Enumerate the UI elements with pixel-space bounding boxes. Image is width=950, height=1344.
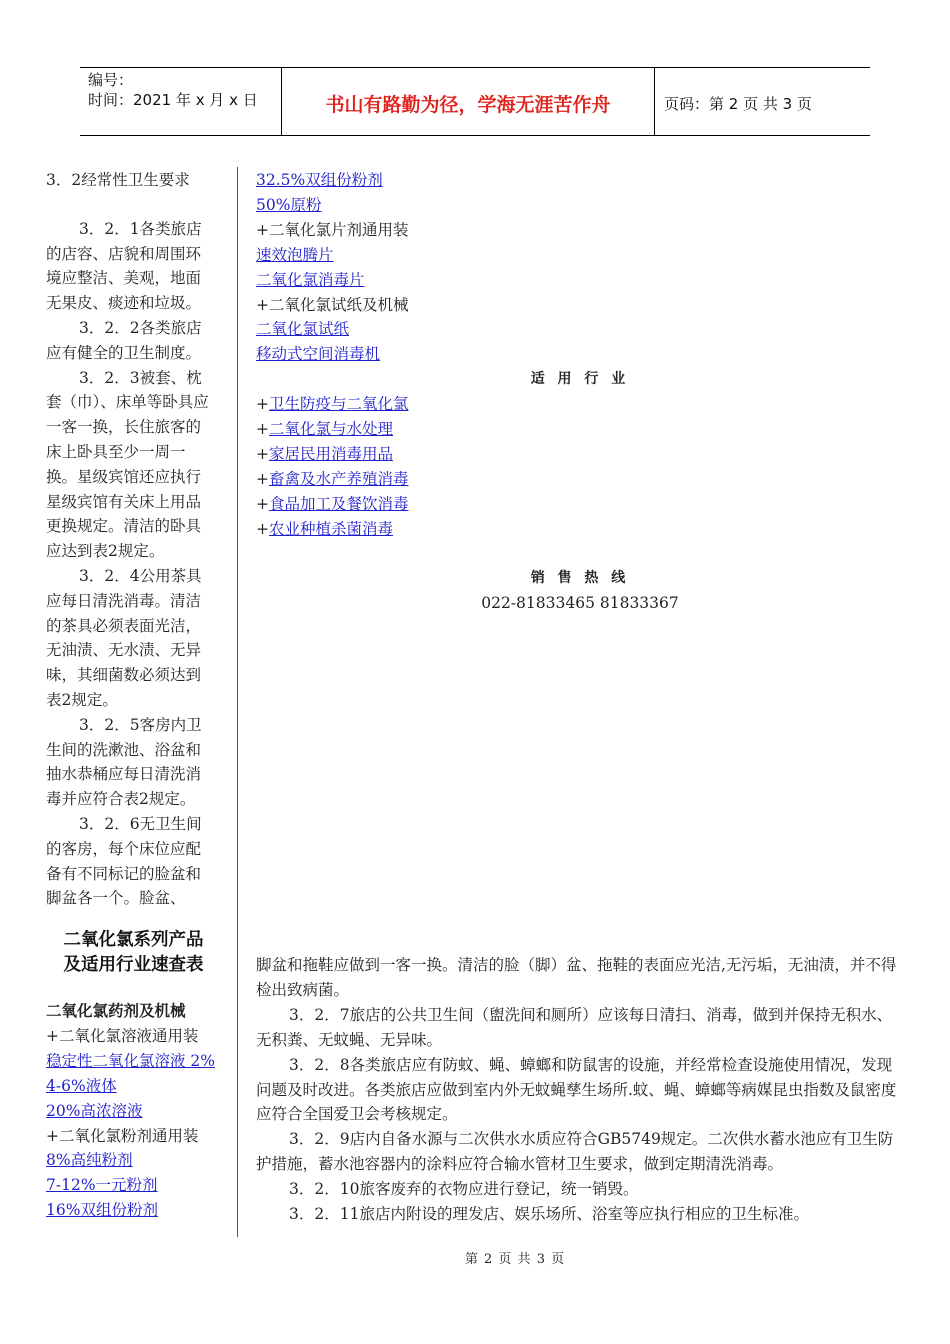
product-category: +二氧化氯粉剂通用装 <box>46 1126 199 1145</box>
clause-paragraph: 3．2．7旅店的公共卫生间（盥洗间和厕所）应该每日清扫、消毒，做到并保持无积水、无积粪、无蚊蝇、无异味。 <box>256 1005 893 1049</box>
doc-number-label: 编号： <box>88 71 134 89</box>
industry-item: +家居民用消毒用品 <box>256 444 394 463</box>
clause-paragraph: 3．2．11旅店内附设的理发店、娱乐场所、浴室等应执行相应的卫生标准。 <box>289 1205 809 1224</box>
industry-link[interactable]: 卫生防疫与二氧化氯 <box>269 395 409 414</box>
header-bottom-rule <box>80 135 870 136</box>
spacer <box>256 542 896 567</box>
header-page-info: 页码：第 2 页 共 3 页 <box>664 95 812 113</box>
industry-item: +食品加工及餐饮消毒 <box>256 494 409 513</box>
clause-paragraph: 3．2．2各类旅店应有健全的卫生制度。 <box>46 318 202 362</box>
column-divider <box>237 167 238 1237</box>
product-list-continued <box>256 168 896 616</box>
industry-item: +农业种植杀菌消毒 <box>256 519 394 538</box>
industry-link[interactable]: 畜禽及水产养殖消毒 <box>269 469 409 488</box>
industry-item: +畜禽及水产养殖消毒 <box>256 469 409 488</box>
product-link[interactable]: 二氧化氯消毒片 <box>256 270 365 289</box>
product-category: +二氧化氯溶液通用装 <box>46 1026 199 1045</box>
product-link[interactable]: 8%高纯粉剂 <box>46 1151 133 1170</box>
product-quick-reference <box>46 928 221 1223</box>
product-link[interactable]: 7-12%一元粉剂 <box>46 1176 158 1195</box>
product-link[interactable]: 4-6%液体 <box>46 1076 117 1095</box>
product-link[interactable]: 移动式空间消毒机 <box>256 345 381 364</box>
industries-title: 适 用 行 业 <box>530 371 630 388</box>
page-footer <box>0 1248 950 1267</box>
industry-link[interactable]: 家居民用消毒用品 <box>269 444 394 463</box>
clause-paragraph: 3．2．4公用茶具应每日清洗消毒。清洁的茶具必须表面光洁，无油渍、无水渍、无异味，其细菌数必须达到表2规定。 <box>46 566 202 709</box>
product-link[interactable]: 16%双组份粉剂 <box>46 1201 158 1220</box>
hotline-title: 销 售 热 线 <box>530 570 630 587</box>
product-link[interactable]: 速效泡腾片 <box>256 245 334 264</box>
clause-paragraph: 3．2．9店内自备水源与二次供水水质应符合GB5749规定。二次供水蓄水池应有卫生防护措施，蓄水池容器内的涂料应符合输水管材卫生要求，做到定期清洗消毒。 <box>256 1130 894 1174</box>
clause-paragraph: 3．2．3被套、枕套（巾）、床单等卧具应一客一换，长住旅客的床上卧具至少一周一换。星级宾馆还应执行星级宾馆有关床上用品更换规定。清洁的卧具应达到表2规定。 <box>46 368 209 561</box>
footer-page-number: 第 2 页 共 3 页 <box>464 1252 566 1267</box>
industry-item: +二氧化氯与水处理 <box>256 420 394 439</box>
industry-item: +卫生防疫与二氧化氯 <box>256 395 409 414</box>
clause-paragraph: 3．2．1各类旅店的店容、店貌和周围环境应整洁、美观，地面无果皮、痰迹和垃圾。 <box>46 219 202 313</box>
header-top-rule <box>80 67 870 68</box>
left-column <box>46 168 216 911</box>
products-title-line2: 及适用行业速查表 <box>63 955 204 975</box>
date-text: 时间：2021 年 x 月 x 日 <box>88 91 258 109</box>
header-divider-2 <box>654 67 655 136</box>
clause-paragraph: 3．2．5客房内卫生间的洗漱池、浴盆和抽水恭桶应每日清洗消毒并应符合表2规定。 <box>46 715 202 809</box>
right-body-text <box>256 953 906 1227</box>
hotline-numbers: 022-81833465 81833367 <box>481 594 679 613</box>
continuation-paragraph: 脚盆和拖鞋应做到一客一换。清洁的脸（脚）盆、拖鞋的表面应光洁,无污垢，无油渍，并不得检出致病菌。 <box>256 956 897 999</box>
product-link[interactable]: 稳定性二氧化氯溶液 2% <box>46 1051 216 1070</box>
product-link[interactable]: 20%高浓溶液 <box>46 1101 143 1120</box>
product-link[interactable]: 二氧化氯试纸 <box>256 320 350 339</box>
product-category: +二氧化氯试纸及机械 <box>256 295 409 314</box>
header-motto: 书山有路勤为径，学海无涯苦作舟 <box>325 94 611 116</box>
clause-paragraph: 3．2．8各类旅店应有防蚊、蝇、蟑螂和防鼠害的设施，并经常检查设施使用情况，发现问题及时改进。各类旅店应做到室内外无蚊蝇孳生场所.蚊、蝇、蟑螂等病媒昆虫指数及鼠密度应符合全国爱卫会考核规定。 <box>256 1055 897 1124</box>
clause-paragraph: 3．2．10旅客废弃的衣物应进行登记，统一销毁。 <box>289 1180 639 1199</box>
industry-link[interactable]: 食品加工及餐饮消毒 <box>269 494 409 513</box>
products-title-line1: 二氧化氯系列产品 <box>63 930 204 950</box>
header-meta <box>88 70 258 110</box>
product-link[interactable]: 32.5%双组份粉剂 <box>256 171 383 189</box>
industry-link[interactable]: 二氧化氯与水处理 <box>269 420 394 439</box>
industry-link[interactable]: 农业种植杀菌消毒 <box>269 519 394 538</box>
product-category: +二氧化氯片剂通用装 <box>256 220 409 239</box>
section-title: 3．2经常性卫生要求 <box>46 171 190 189</box>
product-link[interactable]: 50%原粉 <box>256 195 322 214</box>
clause-paragraph: 3．2．6无卫生间的客房，每个床位应配备有不同标记的脸盆和脚盆各一个。脸盆、 <box>46 814 202 908</box>
products-subtitle: 二氧化氯药剂及机械 <box>46 1002 186 1020</box>
